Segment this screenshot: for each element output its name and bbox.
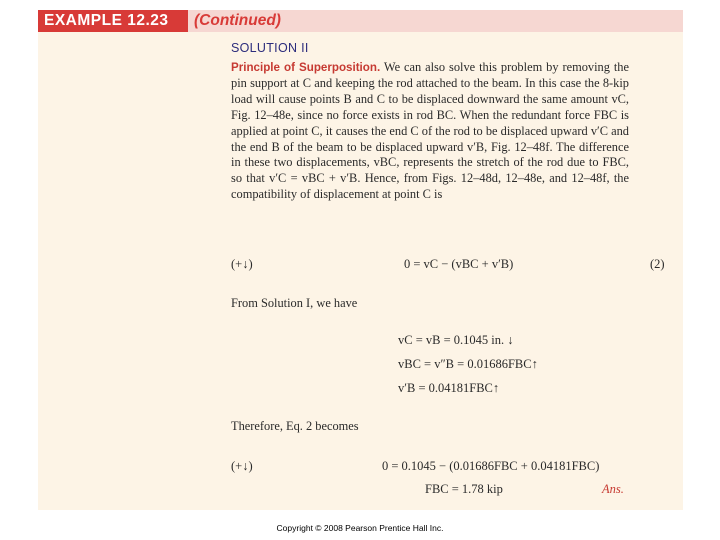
example-label: EXAMPLE 12.23 xyxy=(38,10,188,32)
continued-label: (Continued) xyxy=(194,12,281,29)
from-solution-text: From Solution I, we have xyxy=(231,296,358,310)
result-equation: FBC = 1.78 kip xyxy=(425,482,503,496)
body-paragraph: We can also solve this problem by removing the pin support at C and keeping the rod attached to the beam. In this case the 8-kip load will cause points B and C to be displaced downward the same amount vC, Fig. 12–48e, since no force exists in rod BC. When the redundant force FBC is applied at point C, it causes the end C of the rod to be displaced upward v′C and the end B of the beam to be displaced upward v′B, Fig. 12–48f. The difference in these two displacements, vBC, represents the stretch of the rod due to FBC, so that v′C = vBC + v′B. Hence, from Figs. 12–48d, 12–48e, and 12–48f, the compatibility of displacement at point C is xyxy=(231,60,629,202)
answer-label: Ans. xyxy=(602,482,624,496)
therefore-text: Therefore, Eq. 2 becomes xyxy=(231,419,359,433)
equation-2-number: (2) xyxy=(650,257,665,271)
relation-vc: vC = vB = 0.1045 in. ↓ xyxy=(398,333,514,347)
principle-label: Principle of Superposition. xyxy=(231,61,381,74)
equation-2-sign: (+↓) xyxy=(231,257,253,271)
equation-2-expression: 0 = vC − (vBC + v′B) xyxy=(404,257,514,271)
relation-vb-prime: v′B = 0.04181FBC↑ xyxy=(398,381,500,395)
copyright-notice: Copyright © 2008 Pearson Prentice Hall Inc. xyxy=(276,523,444,533)
final-equation-expression: 0 = 0.1045 − (0.01686FBC + 0.04181FBC) xyxy=(382,459,600,473)
relation-vbc: vBC = v″B = 0.01686FBC↑ xyxy=(398,357,538,371)
final-equation-sign: (+↓) xyxy=(231,459,253,473)
principle-paragraph xyxy=(231,60,629,203)
example-header-bar xyxy=(38,10,683,32)
solution-heading: SOLUTION II xyxy=(231,41,309,55)
